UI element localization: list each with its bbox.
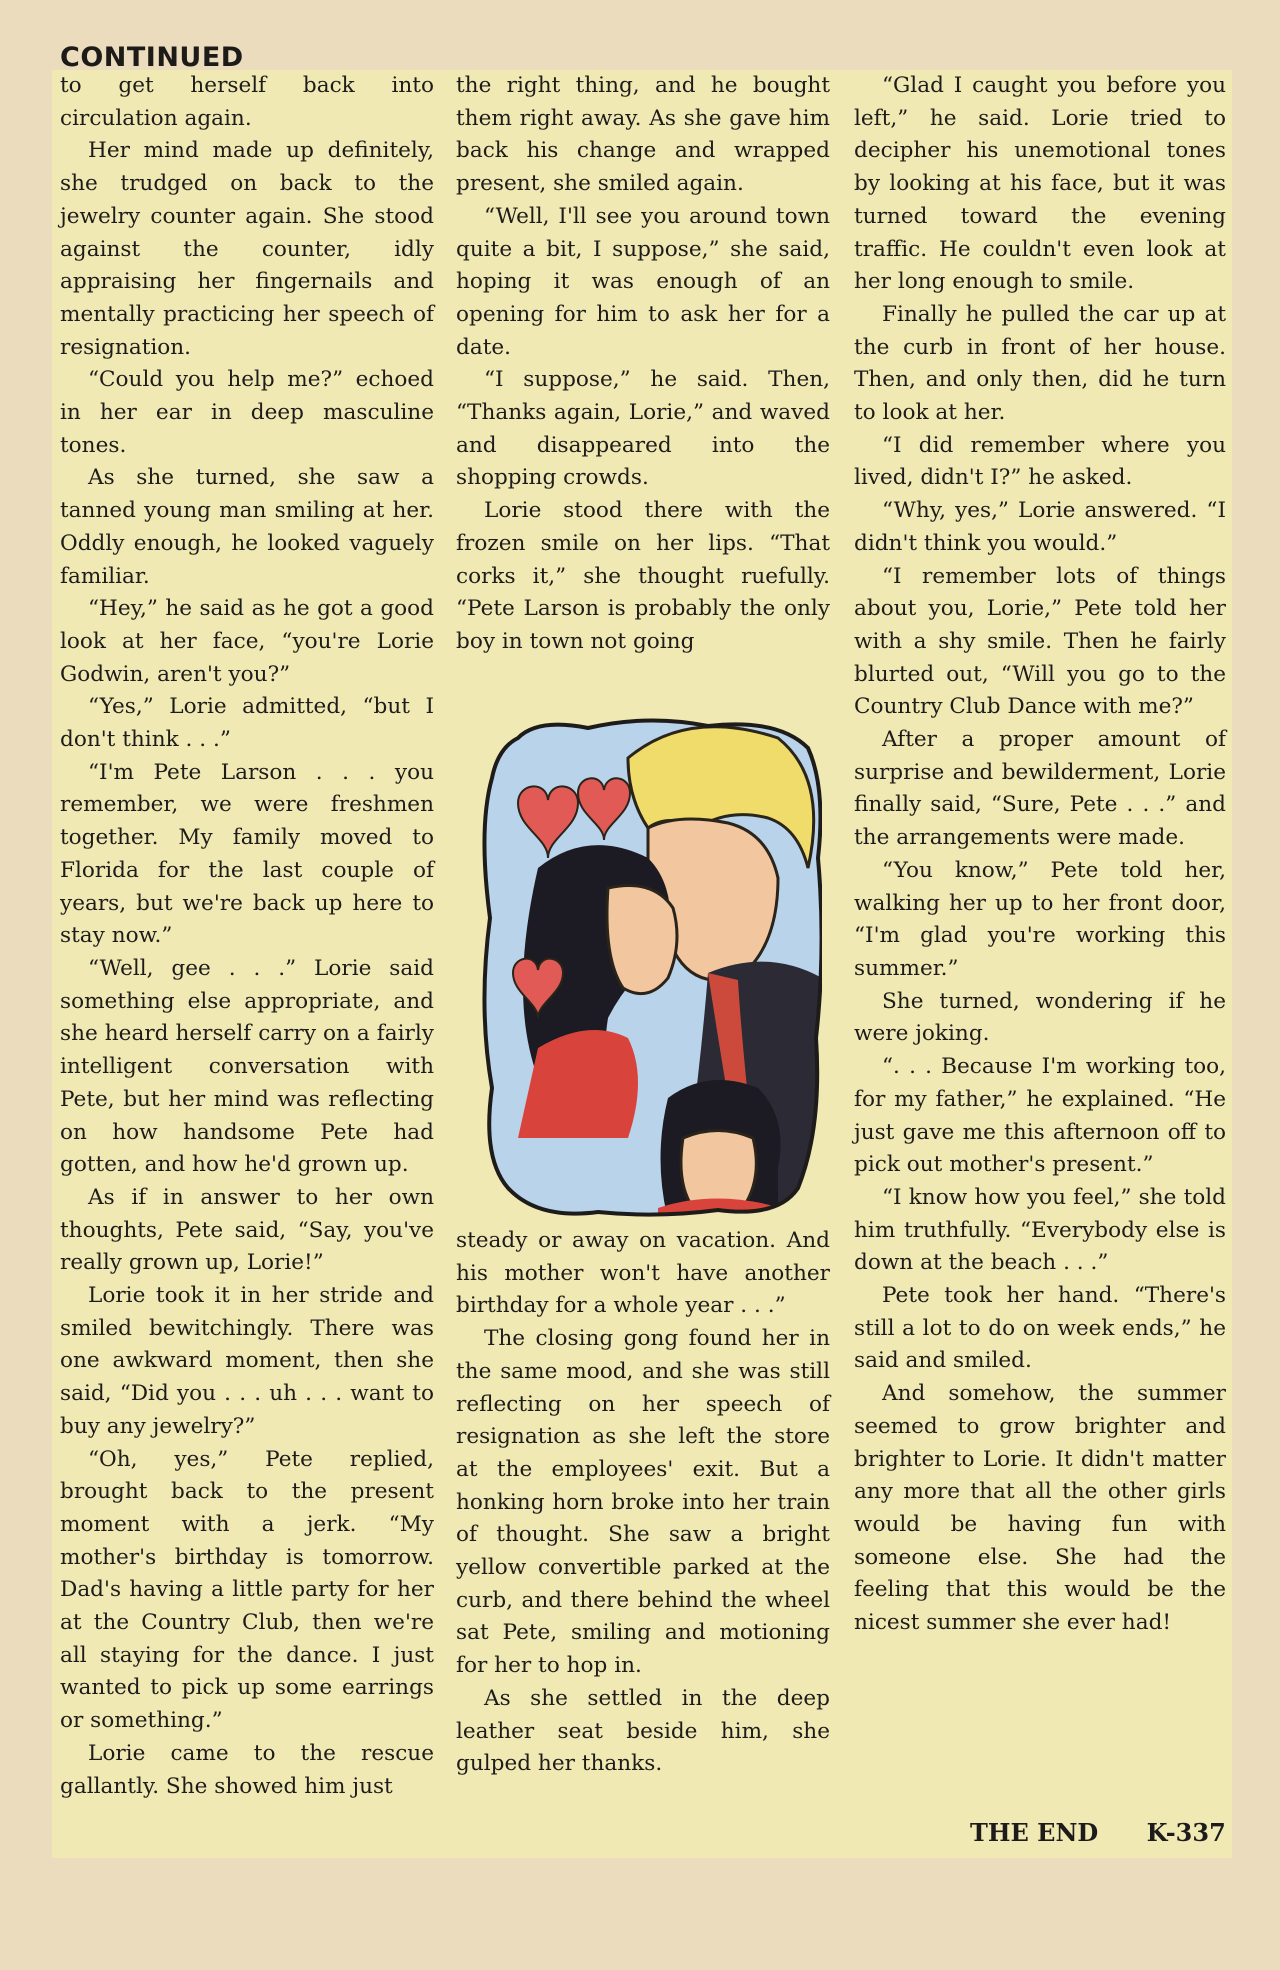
column-2-bottom [456, 1225, 830, 1781]
story-code: K-337 [1146, 1818, 1226, 1847]
paragraph: “I suppose,” he said. Then, “Thanks again, Lorie,” and waved and disappeared into the shopping crowds. [456, 367, 830, 491]
paragraph: “You know,” Pete told her, walking her up to her front door, “I'm glad you're working this summer.” [854, 857, 1226, 981]
paragraph: steady or away on vacation. And his mother won't have another birthday for a whole year . . .” [456, 1228, 830, 1319]
paragraph: to get herself back into circulation again. [60, 73, 434, 131]
paragraph: Her mind made up definitely, she trudged on back to the jewelry counter again. She stood against the counter, idly appraising her fingernails and mentally practicing her speech of resignation. [60, 138, 434, 360]
paragraph: “Yes,” Lorie admitted, “but I don't think . . .” [60, 694, 434, 753]
paragraph: Lorie stood there with the frozen smile on her lips. “That corks it,” she thought ruefully. “Pete Larson is probably the only boy in town not going [456, 498, 830, 654]
column-2-top [456, 70, 830, 659]
paragraph: “I remember lots of things about you, Lorie,” Pete told her with a shy smile. Then he fairly blurted out, “Will you go to the Country Club Dance with me?” [854, 563, 1226, 720]
the-end-label: THE END [970, 1818, 1099, 1847]
paragraph: After a proper amount of surprise and bewilderment, Lorie finally said, “Sure, Pete . . .” and the arrangements were made. [854, 727, 1226, 851]
paragraph: Lorie came to the rescue gallantly. She showed him just [60, 1740, 434, 1799]
paragraph: “Could you help me?” echoed in her ear in deep masculine tones. [60, 367, 434, 458]
column-1 [60, 70, 434, 1803]
kiss-illustration [478, 718, 822, 1220]
paragraph: Finally he pulled the car up at the curb in front of her house. Then, and only then, did he turn to look at her. [854, 301, 1226, 426]
paragraph: The closing gong found her in the same mood, and she was still reflecting on her speech of resignation as she left the store at the employees' exit. But a honking horn broke into her train of thought. She saw a bright yellow convertible parked at the curb, and there behind the wheel sat Pete, smiling and motioning for her to hop in. [456, 1326, 830, 1679]
paragraph: the right thing, and he bought them right away. As she gave him back his change and wrapped present, she smiled again. [456, 73, 830, 197]
thought-bubble [478, 718, 822, 1220]
paragraph: “Glad I caught you before you left,” he said. Lorie tried to decipher his unemotional tones by looking at his face, but it was turned toward the evening traffic. He couldn't even look at her long enough to smile. [854, 73, 1226, 295]
paragraph: “Well, gee . . .” Lorie said something else appropriate, and she heard herself carry on a fairly intelligent conversation with Pete, but her mind was reflecting on how handsome Pete had gotten, and how he'd grown up. [60, 955, 434, 1178]
page-footer [970, 1818, 1266, 1847]
paragraph: As if in answer to her own thoughts, Pete said, “Say, you've really grown up, Lorie!” [60, 1184, 434, 1276]
paragraph: “I know how you feel,” she told him truthfully. “Everybody else is down at the beach . . .” [854, 1184, 1226, 1276]
paragraph: “Oh, yes,” Pete replied, brought back to the present moment with a jerk. “My mother's birthday is tomorrow. Dad's having a little party for her at the Country Club, then we're all staying for the dance. I just wanted to pick up some earrings or something.” [60, 1446, 434, 1734]
paragraph: “Hey,” he said as he got a good look at her face, “you're Lorie Godwin, aren't you?” [60, 596, 434, 687]
paragraph: “I'm Pete Larson . . . you remember, we were freshmen together. My family moved to Florida for the last couple of years, but we're back up here to stay now.” [60, 759, 434, 949]
paragraph: “. . . Because I'm working too, for my father,” he explained. “He just gave me this afternoon off to pick out mother's present.” [854, 1054, 1226, 1178]
paragraph: As she settled in the deep leather seat beside him, she gulped her thanks. [456, 1685, 830, 1777]
paragraph: “Why, yes,” Lorie answered. “I didn't think you would.” [854, 498, 1226, 556]
paragraph: She turned, wondering if he were joking. [854, 988, 1226, 1047]
paragraph: Lorie took it in her stride and smiled bewitchingly. There was one awkward moment, then she said, “Did you . . . uh . . . want to buy any jewelry?” [60, 1283, 434, 1439]
paragraph: Pete took her hand. “There's still a lot to do on week ends,” he said and smiled. [854, 1283, 1226, 1374]
column-3 [854, 70, 1226, 1640]
paragraph: And somehow, the summer seemed to grow brighter and brighter to Lorie. It didn't matter any more that all the other girls would be having fun with someone else. She had the feeling that this would be the nicest summer she ever had! [854, 1381, 1226, 1636]
paragraph: As she turned, she saw a tanned young man smiling at her. Oddly enough, he looked vaguely familiar. [60, 465, 434, 589]
paragraph: “Well, I'll see you around town quite a bit, I suppose,” she said, hoping it was enough of an opening for him to ask her for a date. [456, 203, 830, 360]
continued-heading: CONTINUED [60, 42, 244, 73]
paragraph: “I did remember where you lived, didn't I?” he asked. [854, 432, 1226, 491]
